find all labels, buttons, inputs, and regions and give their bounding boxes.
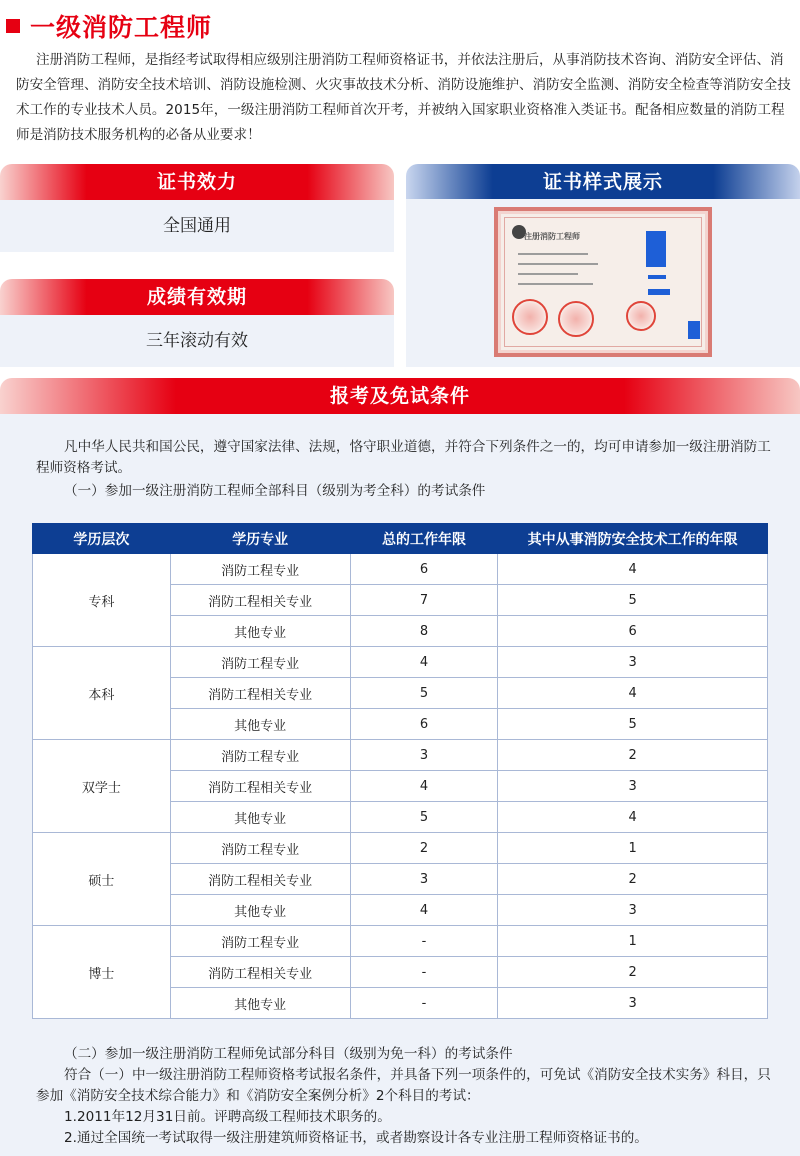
total-years-cell: 5 [350, 802, 498, 833]
redaction-mark [648, 289, 670, 295]
score-header: 成绩有效期 [0, 279, 394, 315]
fire-years-cell: 4 [498, 802, 768, 833]
education-level-cell: 博士 [33, 926, 171, 1019]
table-header-row [33, 524, 768, 554]
total-years-cell: 2 [350, 833, 498, 864]
fire-years-cell: 2 [498, 957, 768, 988]
conditions-subheading-1: （一）参加一级注册消防工程师全部科目（级别为考全科）的考试条件 [64, 483, 486, 499]
major-cell: 消防工程专业 [170, 647, 350, 678]
column-header: 总的工作年限 [350, 524, 498, 554]
redaction-mark [648, 275, 666, 279]
total-years-cell: 6 [350, 709, 498, 740]
validity-header: 证书效力 [0, 164, 394, 200]
page-title: 一级消防工程师 [30, 13, 213, 42]
fire-years-cell: 5 [498, 709, 768, 740]
major-cell: 消防工程相关专业 [170, 957, 350, 988]
major-cell: 消防工程相关专业 [170, 678, 350, 709]
column-header: 学历专业 [170, 524, 350, 554]
fire-years-cell: 2 [498, 864, 768, 895]
page-title-row [6, 6, 212, 46]
text-line [518, 253, 588, 255]
table-row [33, 647, 768, 678]
total-years-cell: 3 [350, 740, 498, 771]
total-years-cell: 4 [350, 647, 498, 678]
table-row [33, 833, 768, 864]
redaction-mark [688, 321, 700, 339]
fire-years-cell: 1 [498, 833, 768, 864]
total-years-cell: 8 [350, 616, 498, 647]
major-cell: 消防工程专业 [170, 833, 350, 864]
fire-years-cell: 3 [498, 988, 768, 1019]
photo-placeholder [646, 231, 666, 267]
total-years-cell: - [350, 957, 498, 988]
major-cell: 消防工程相关专业 [170, 585, 350, 616]
text-line [518, 273, 578, 275]
major-cell: 其他专业 [170, 709, 350, 740]
total-years-cell: 6 [350, 554, 498, 585]
fire-years-cell: 2 [498, 740, 768, 771]
score-value: 三年滚动有效 [0, 315, 394, 367]
major-cell: 其他专业 [170, 988, 350, 1019]
certificate-doc-title: 注册消防工程师 [524, 232, 580, 241]
certificate-header: 证书样式展示 [406, 164, 800, 200]
intro-paragraph: 注册消防工程师，是指经考试取得相应级别注册消防工程师资格证书，并依法注册后，从事消防技术咨询、消防安全评估、消防安全管理、消防安全技术培训、消防设施检测、火灾事故技术分析、消防设施维护、消防安全监测、消防安全检查等消防安全技术工作的专业技术人员。2015年，一级注册消防工程师首次开考，并被纳入国家职业资格准入类证书。配备相应数量的消防工程师是消防技术服务机构的必备从业要求！ [16, 52, 791, 143]
certificate-image [494, 207, 712, 357]
major-cell: 消防工程专业 [170, 554, 350, 585]
total-years-cell: - [350, 926, 498, 957]
table-row [33, 926, 768, 957]
education-level-cell: 双学士 [33, 740, 171, 833]
total-years-cell: - [350, 988, 498, 1019]
conditions-paragraph-1: 凡中华人民共和国公民，遵守国家法律、法规，恪守职业道德，并符合下列条件之一的，均可申请参加一级注册消防工程师资格考试。 [36, 439, 771, 476]
total-years-cell: 5 [350, 678, 498, 709]
major-cell: 消防工程相关专业 [170, 771, 350, 802]
fire-years-cell: 5 [498, 585, 768, 616]
total-years-cell: 3 [350, 864, 498, 895]
requirements-table [32, 523, 768, 1019]
education-level-cell: 本科 [33, 647, 171, 740]
major-cell: 消防工程专业 [170, 926, 350, 957]
major-cell: 其他专业 [170, 802, 350, 833]
total-years-cell: 4 [350, 895, 498, 926]
total-years-cell: 4 [350, 771, 498, 802]
conditions-paragraph-2: 符合（一）中一级注册消防工程师资格考试报名条件，并具备下列一项条件的，可免试《消防安全技术实务》科目，只参加《消防安全技术综合能力》和《消防安全案例分析》2个科目的考试： [36, 1067, 771, 1104]
conditions-header: 报考及免试条件 [0, 378, 800, 414]
red-seal-icon [512, 299, 548, 335]
total-years-cell: 7 [350, 585, 498, 616]
major-cell: 消防工程相关专业 [170, 864, 350, 895]
fire-years-cell: 3 [498, 771, 768, 802]
condition-item-1: 1.2011年12月31日前。评聘高级工程师技术职务的。 [64, 1109, 391, 1125]
table-row [33, 554, 768, 585]
conditions-subheading-2: （二）参加一级注册消防工程师免试部分科目（级别为免一科）的考试条件 [64, 1046, 513, 1062]
major-cell: 其他专业 [170, 616, 350, 647]
red-seal-icon [558, 301, 594, 337]
column-header: 其中从事消防安全技术工作的年限 [498, 524, 768, 554]
fire-years-cell: 6 [498, 616, 768, 647]
major-cell: 其他专业 [170, 895, 350, 926]
condition-item-2: 2.通过全国统一考试取得一级注册建筑师资格证书，或者勘察设计各专业注册工程师资格证书的。 [64, 1130, 648, 1146]
fire-years-cell: 1 [498, 926, 768, 957]
fire-years-cell: 3 [498, 895, 768, 926]
red-seal-icon [626, 301, 656, 331]
column-header: 学历层次 [33, 524, 171, 554]
title-square-icon [6, 19, 20, 33]
text-line [518, 283, 593, 285]
education-level-cell: 硕士 [33, 833, 171, 926]
table-row [33, 740, 768, 771]
fire-years-cell: 3 [498, 647, 768, 678]
major-cell: 消防工程专业 [170, 740, 350, 771]
fire-years-cell: 4 [498, 678, 768, 709]
validity-value: 全国通用 [0, 200, 394, 252]
education-level-cell: 专科 [33, 554, 171, 647]
text-line [518, 263, 598, 265]
fire-years-cell: 4 [498, 554, 768, 585]
